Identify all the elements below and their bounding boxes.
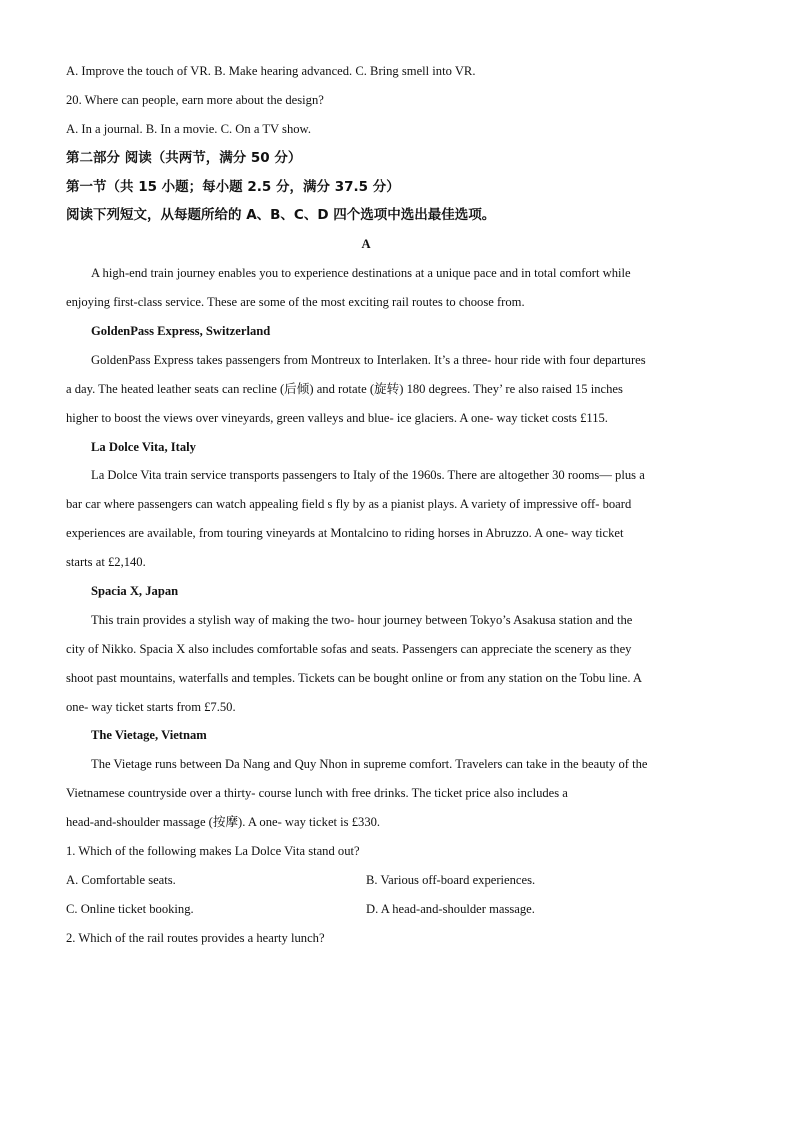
goldenpass-line-2: a day. The heated leather seats can recline (后倾) and rotate (旋转) 180 degrees. They’ re also raised 15 inches xyxy=(66,381,623,396)
q1-option-b: B. Various off-board experiences. xyxy=(366,872,536,887)
route-title-spacia-x: Spacia X, Japan xyxy=(91,584,179,599)
spacia-x-line-4: one- way ticket starts from £7.50. xyxy=(66,699,236,714)
q20-question: 20. Where can people, earn more about the design? xyxy=(66,92,324,107)
document-page xyxy=(66,60,666,956)
instructions: 阅读下列短文，从每题所给的 A、B、C、D 四个选项中选出最佳选项。 xyxy=(66,207,496,224)
q1-option-c: C. Online ticket booking. xyxy=(66,901,194,916)
part-two-heading: 第二部分 阅读（共两节，满分 50 分） xyxy=(66,149,302,166)
q1-option-d: D. A head-and-shoulder massage. xyxy=(366,901,535,916)
vietage-line-3: head-and-shoulder massage (按摩). A one- way ticket is £330. xyxy=(66,815,381,830)
q1-options-row-2 xyxy=(66,898,666,927)
passage-intro-line-2: enjoying first-class service. These are some of the most exciting rail routes to choose from. xyxy=(66,295,525,310)
q1-option-a: A. Comfortable seats. xyxy=(66,872,176,887)
section-one-heading: 第一节（共 15 小题；每小题 2.5 分，满分 37.5 分） xyxy=(66,178,400,195)
goldenpass-line-1: GoldenPass Express takes passengers from Montreux to Interlaken. It’s a three- hour ride with four departures xyxy=(91,352,646,367)
route-title-goldenpass: GoldenPass Express, Switzerland xyxy=(91,324,271,339)
q1-question: 1. Which of the following makes La Dolce Vita stand out? xyxy=(66,844,360,859)
spacia-x-line-2: city of Nikko. Spacia X also includes comfortable sofas and seats. Passengers can appreciate the scenery as they xyxy=(66,641,632,656)
q2-question: 2. Which of the rail routes provides a hearty lunch? xyxy=(66,930,325,945)
goldenpass-line-3: higher to boost the views over vineyards, green valleys and blue- ice glaciers. A one- way ticket costs £115. xyxy=(66,410,608,425)
dolce-vita-line-2: bar car where passengers can watch appealing field s fly by as a pianist plays. A variety of impressive off- board xyxy=(66,497,632,512)
route-title-vietage: The Vietage, Vietnam xyxy=(91,728,207,743)
q1-options-row-1 xyxy=(66,869,666,898)
spacia-x-line-1: This train provides a stylish way of making the two- hour journey between Tokyo’s Asakusa station and the xyxy=(91,612,633,627)
passage-label: A xyxy=(361,237,371,252)
vietage-line-2: Vietnamese countryside over a thirty- course lunch with free drinks. The ticket price also includes a xyxy=(66,786,568,801)
spacia-x-line-3: shoot past mountains, waterfalls and temples. Tickets can be bought online or from any station on the Tobu line. A xyxy=(66,670,643,685)
vietage-line-1: The Vietage runs between Da Nang and Quy Nhon in supreme comfort. Travelers can take in the beauty of the xyxy=(91,757,648,772)
dolce-vita-line-3: experiences are available, from touring vineyards at Montalcino to riding horses in Abruzzo. A one- way ticket xyxy=(66,526,624,541)
route-title-dolce-vita: La Dolce Vita, Italy xyxy=(91,439,196,454)
dolce-vita-line-4: starts at £2,140. xyxy=(66,555,146,570)
q20-options: A. In a journal. B. In a movie. C. On a TV show. xyxy=(66,121,311,136)
dolce-vita-line-1: La Dolce Vita train service transports passengers to Italy of the 1960s. There are altogether 30 rooms— plus a xyxy=(91,468,645,483)
q19-options: A. Improve the touch of VR. B. Make hearing advanced. C. Bring smell into VR. xyxy=(66,64,476,78)
passage-intro-line-1: A high-end train journey enables you to experience destinations at a unique pace and in total comfort while xyxy=(91,266,631,281)
